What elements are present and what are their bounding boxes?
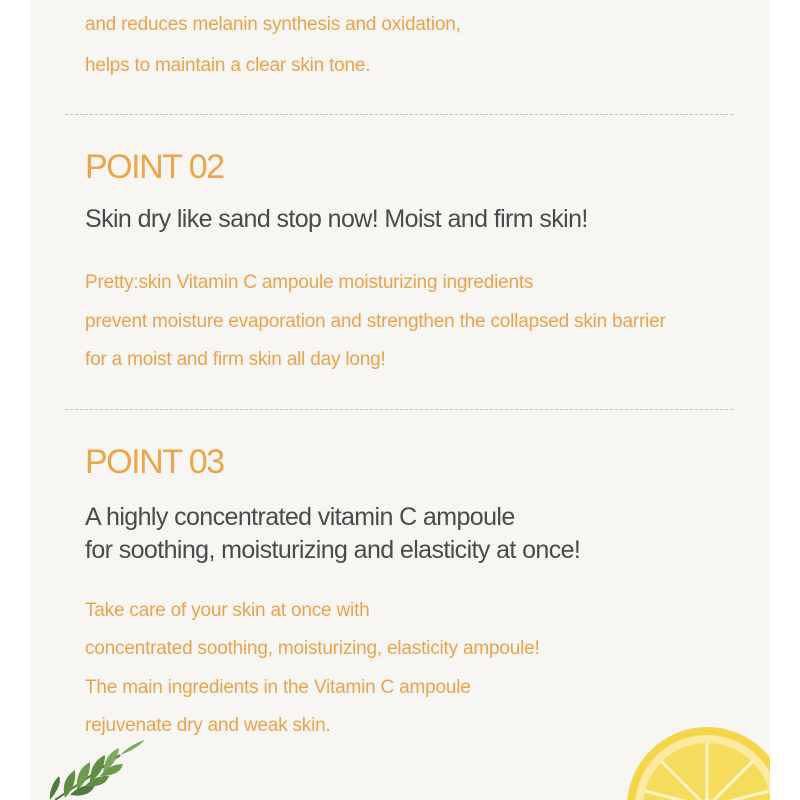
point-03-subtitle-line: A highly concentrated vitamin C ampoule <box>85 503 515 531</box>
intro-text-line: helps to maintain a clear skin tone. <box>85 55 371 76</box>
point-03-title: POINT 03 <box>85 443 224 481</box>
point-02-body-line: prevent moisture evaporation and strengthen the collapsed skin barrier <box>85 311 666 332</box>
product-detail-panel <box>30 0 770 800</box>
point-03-body-line: concentrated soothing, moisturizing, elasticity ampoule! <box>85 638 540 659</box>
lemon-slice-image <box>625 725 770 800</box>
point-02-body-line: Pretty:skin Vitamin C ampoule moisturizing ingredients <box>85 272 534 293</box>
point-03-body-line: The main ingredients in the Vitamin C ampoule <box>85 677 471 698</box>
point-03-body-line: rejuvenate dry and weak skin. <box>85 715 331 736</box>
point-02-title: POINT 02 <box>85 148 224 186</box>
point-03-body-line: Take care of your skin at once with <box>85 600 370 621</box>
intro-text-line: and reduces melanin synthesis and oxidation, <box>85 14 461 35</box>
section-divider <box>65 409 733 410</box>
point-02-subtitle: Skin dry like sand stop now! Moist and firm skin! <box>85 205 588 233</box>
herb-leaves-image <box>45 740 155 800</box>
point-03-subtitle-line: for soothing, moisturizing and elasticity at once! <box>85 536 581 564</box>
section-divider <box>65 114 733 115</box>
point-02-body-line: for a moist and firm skin all day long! <box>85 349 386 370</box>
